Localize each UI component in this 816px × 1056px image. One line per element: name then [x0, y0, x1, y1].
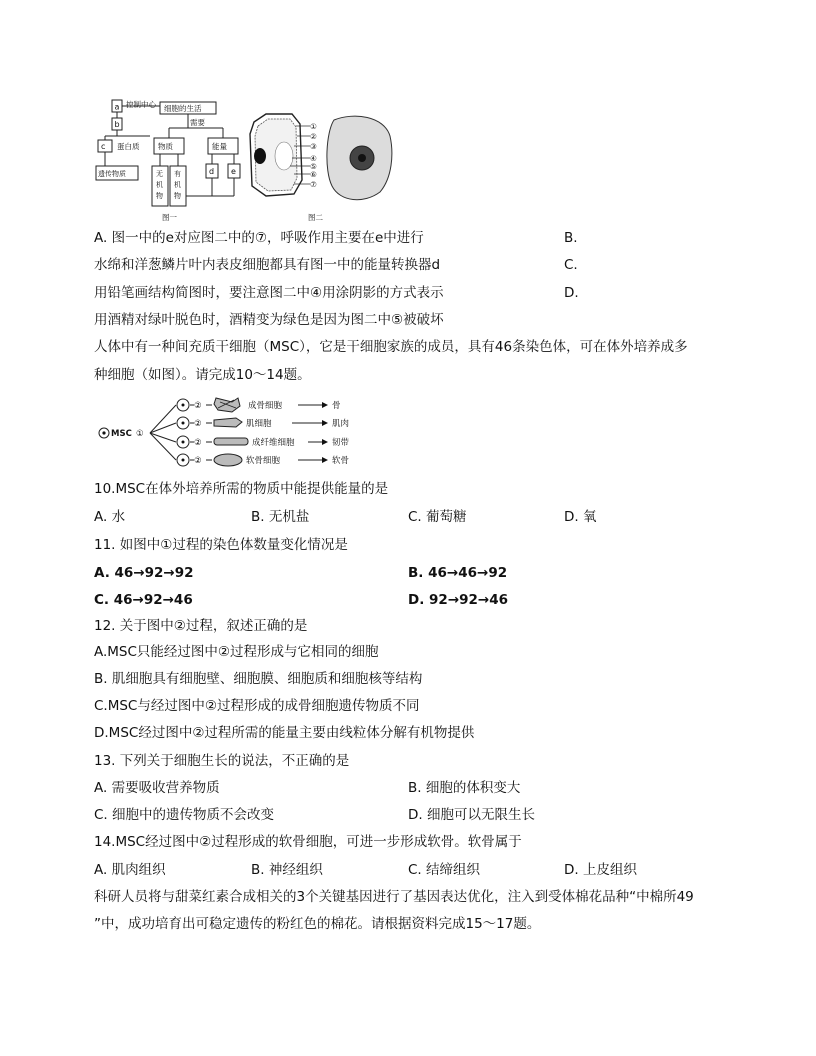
cell-life-label: 细胞的生活: [164, 104, 202, 113]
marker-7: ⑦: [310, 180, 317, 189]
step-2-marker-3: ②: [194, 438, 202, 448]
q11-option-d: D. 92→92→46: [408, 592, 509, 608]
inorganic-char-3: 物: [156, 192, 163, 200]
marker-6: ⑥: [310, 170, 317, 179]
cell-type-osteoblast: 成骨细胞: [248, 401, 283, 411]
cell-type-chondrocyte: 软骨细胞: [246, 456, 281, 466]
q14-option-a: A. 肌肉组织: [94, 862, 166, 878]
box-c-label: c: [101, 142, 106, 151]
q9-option-d: 用酒精对绿叶脱色时，酒精变为绿色是因为图二中⑤被破坏: [94, 312, 444, 328]
figure-one-diagram: [90, 96, 250, 224]
q13-option-b: B. 细胞的体积变大: [408, 780, 521, 796]
marker-1: ①: [310, 122, 317, 131]
q13-option-c: C. 细胞中的遗传物质不会改变: [94, 807, 275, 823]
figure-one-caption: 图一: [162, 213, 177, 222]
inorganic-char-1: 无: [156, 170, 163, 178]
box-d-label: d: [209, 167, 215, 176]
q12-stem: 12. 关于图中②过程，叙述正确的是: [94, 618, 308, 634]
q10-option-a: A. 水: [94, 509, 126, 525]
energy-label: 能量: [212, 142, 227, 151]
q11-stem: 11. 如图中①过程的染色体数量变化情况是: [94, 537, 348, 553]
intro-paragraph-1-line-2: 种细胞（如图）。请完成10～14题。: [94, 367, 311, 383]
q14-option-d: D. 上皮组织: [564, 862, 637, 878]
cell-type-muscle: 肌细胞: [246, 419, 272, 429]
q10-option-b: B. 无机盐: [251, 509, 310, 525]
protein-label: 蛋白质: [117, 142, 140, 151]
intro-paragraph-1-line-1: 人体中有一种间充质干细胞（MSC），它是干细胞家族的成员，具有46条染色体，可在体外培养成多: [94, 339, 688, 355]
q11-option-c: C. 46→92→46: [94, 592, 193, 608]
organic-char-1: 有: [174, 170, 181, 178]
output-cartilage: 软骨: [332, 456, 350, 466]
cell-type-fibroblast: 成纤维细胞: [252, 438, 295, 448]
q9-option-c-tag: C.: [564, 257, 578, 273]
q11-option-a: A. 46→92→92: [94, 565, 194, 581]
step-1-marker: ①: [136, 429, 144, 439]
box-e-label: e: [231, 167, 236, 176]
msc-label: MSC: [111, 429, 132, 439]
q12-option-a: A.MSC只能经过图中②过程形成与它相同的细胞: [94, 644, 379, 660]
q13-stem: 13. 下列关于细胞生长的说法，不正确的是: [94, 753, 350, 769]
box-b-label: b: [114, 120, 120, 129]
q12-option-b: B. 肌细胞具有细胞壁、细胞膜、细胞质和细胞核等结构: [94, 671, 423, 687]
q14-stem: 14.MSC经过图中②过程形成的软骨细胞，可进一步形成软骨。软骨属于: [94, 834, 522, 850]
q13-option-a: A. 需要吸收营养物质: [94, 780, 220, 796]
q10-stem: 10.MSC在体外培养所需的物质中能提供能量的是: [94, 481, 389, 497]
step-2-marker-1: ②: [194, 401, 202, 411]
output-muscle: 肌肉: [332, 419, 350, 429]
box-a-label: a: [114, 102, 120, 112]
q10-option-c: C. 葡萄糖: [408, 509, 467, 525]
msc-differentiation-diagram: [96, 392, 366, 472]
q11-option-b: B. 46→46→92: [408, 565, 508, 581]
figure-two-diagram: [244, 110, 394, 224]
q9-option-b: 水绵和洋葱鳞片叶内表皮细胞都具有图一中的能量转换器d: [94, 257, 441, 273]
q9-option-b-tag: B.: [564, 230, 578, 246]
q14-option-c: C. 结缔组织: [408, 862, 481, 878]
marker-5: ⑤: [310, 162, 317, 171]
q10-option-d: D. 氧: [564, 509, 597, 525]
organic-char-3: 物: [174, 192, 181, 200]
matter-label: 物质: [158, 142, 173, 151]
q9-option-a: A. 图一中的e对应图二中的⑦，呼吸作用主要在e中进行: [94, 230, 424, 246]
q12-option-d: D.MSC经过图中②过程所需的能量主要由线粒体分解有机物提供: [94, 725, 475, 741]
q12-option-c: C.MSC与经过图中②过程形成的成骨细胞遗传物质不同: [94, 698, 420, 714]
control-center-label: 控制中心: [126, 100, 156, 109]
genetic-material-label: 遗传物质: [98, 170, 126, 178]
output-ligament: 韧带: [332, 438, 350, 448]
q13-option-d: D. 细胞可以无限生长: [408, 807, 535, 823]
step-2-marker-2: ②: [194, 419, 202, 429]
need-label: 需要: [190, 118, 205, 127]
intro-paragraph-2-line-2: ”中，成功培育出可稳定遗传的粉红色的棉花。请根据资料完成15～17题。: [94, 916, 541, 932]
q9-option-d-tag: D.: [564, 285, 579, 301]
q14-option-b: B. 神经组织: [251, 862, 323, 878]
intro-paragraph-2-line-1: 科研人员将与甜菜红素合成相关的3个关键基因进行了基因表达优化，注入到受体棉花品种“中棉所49: [94, 889, 694, 905]
marker-3: ③: [310, 142, 317, 151]
output-bone: 骨: [332, 401, 341, 411]
figure-two-caption: 图二: [308, 213, 323, 222]
marker-4: ④: [310, 154, 317, 163]
organic-char-2: 机: [174, 181, 181, 189]
inorganic-char-2: 机: [156, 181, 163, 189]
step-2-marker-4: ②: [194, 456, 202, 466]
q9-option-c: 用铅笔画结构简图时，要注意图二中④用涂阴影的方式表示: [94, 285, 444, 301]
marker-2: ②: [310, 132, 317, 141]
